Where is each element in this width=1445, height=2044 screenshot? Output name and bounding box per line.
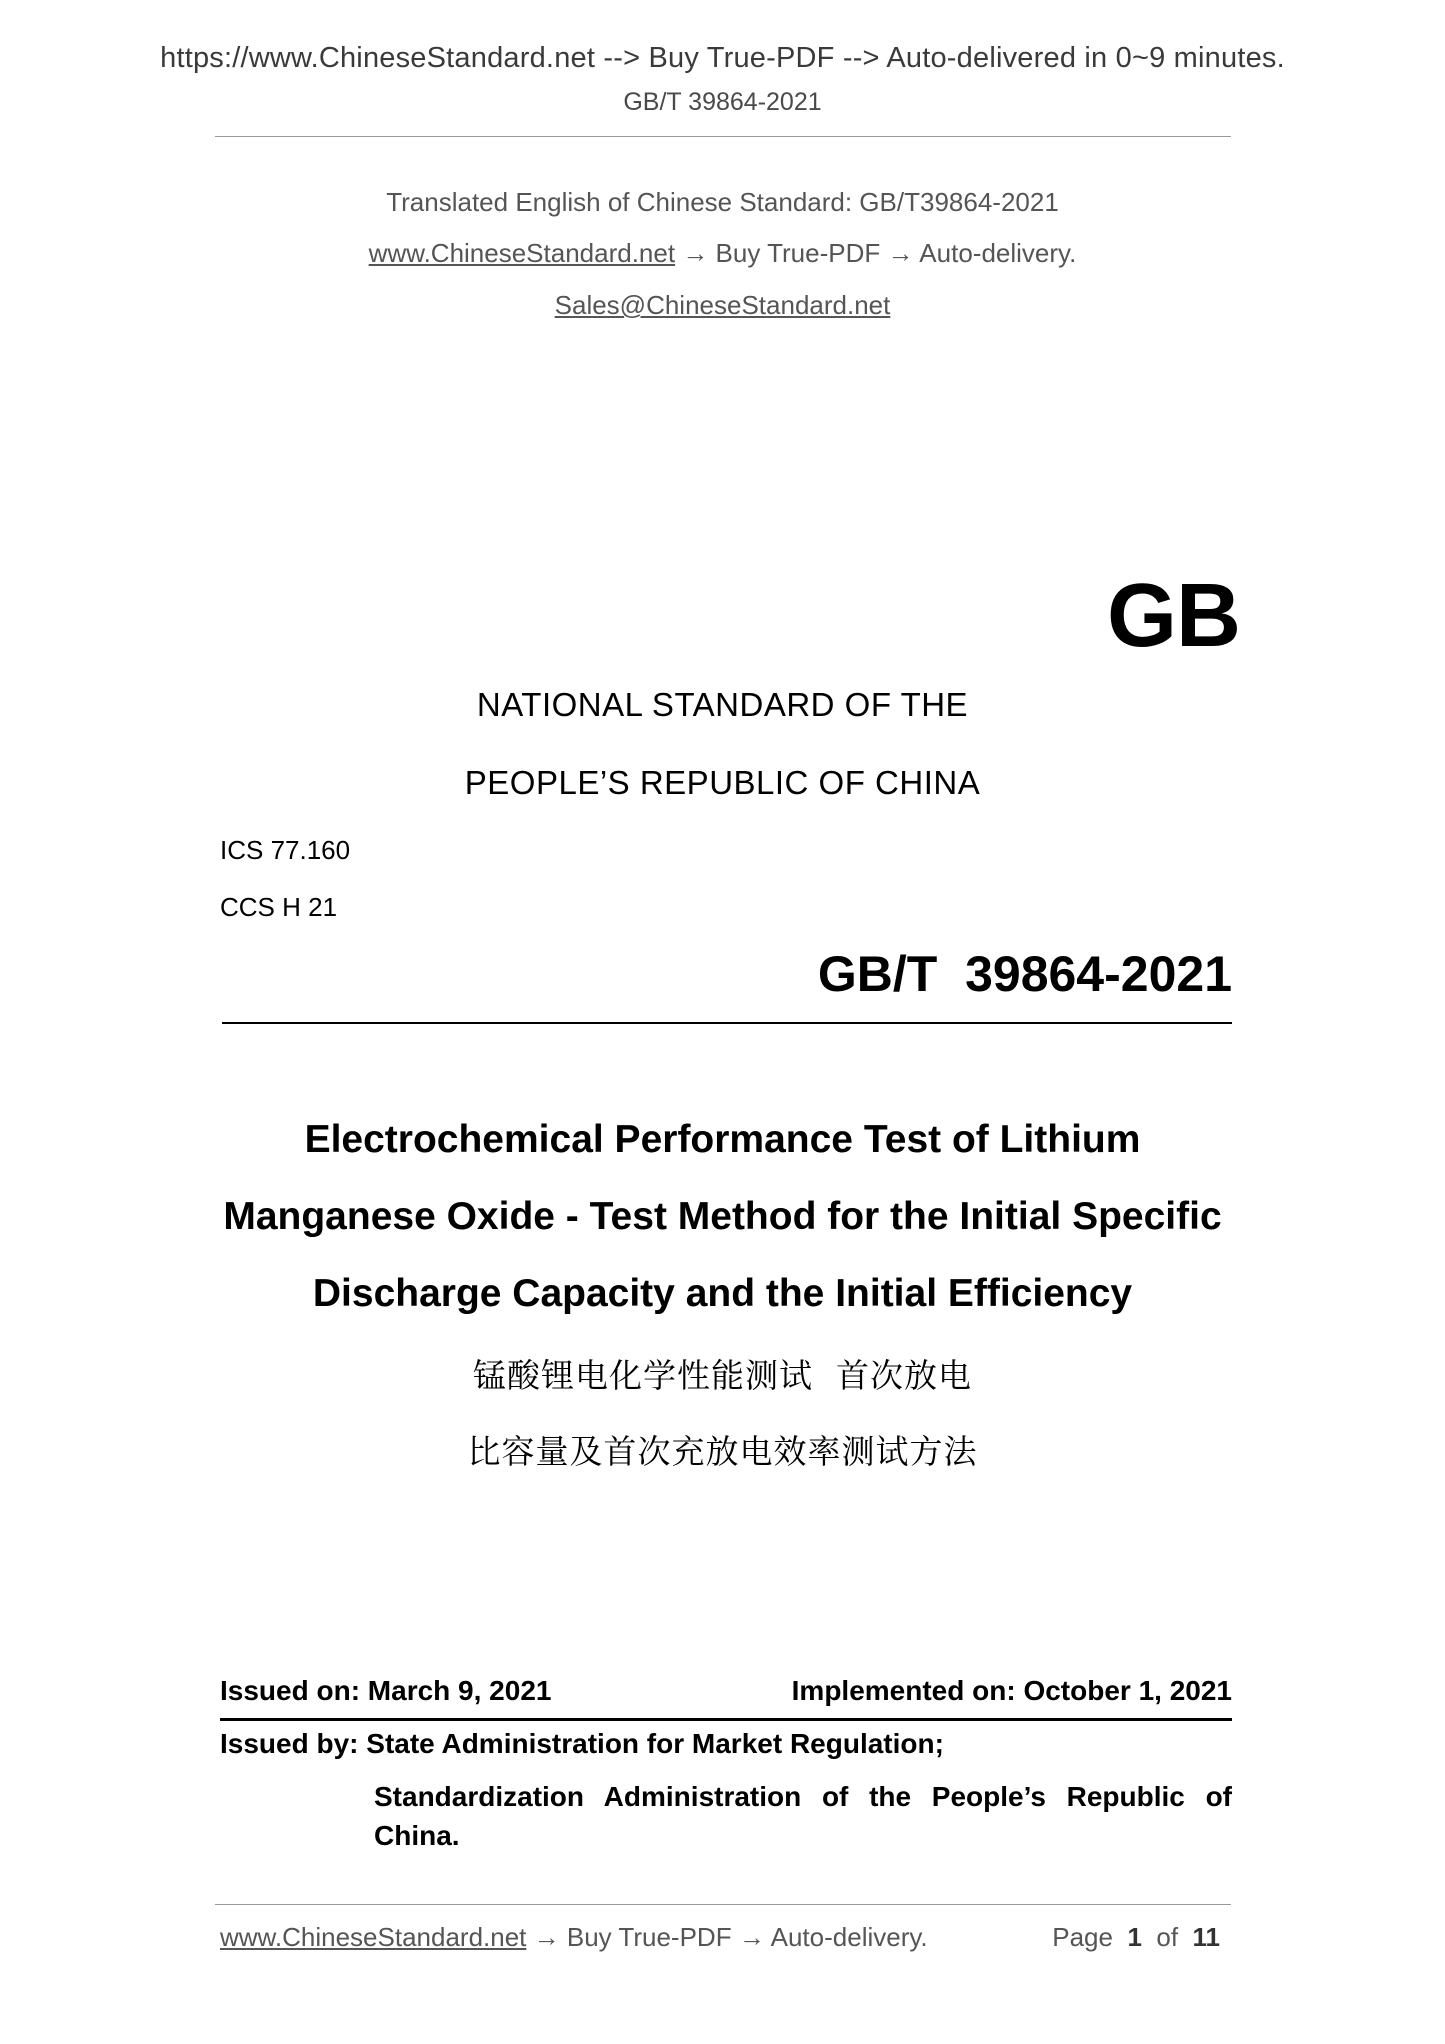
site-link[interactable]: www.ChineseStandard.net bbox=[368, 238, 676, 268]
title-en-line2: Manganese Oxide - Test Method for the Initial Specific bbox=[223, 1195, 1222, 1238]
footer-site-link[interactable]: www.ChineseStandard.net bbox=[220, 1922, 527, 1952]
standard-code-divider bbox=[222, 1022, 1232, 1024]
header-divider bbox=[215, 136, 1231, 137]
standard-code: GB/T 39864-2021 bbox=[817, 946, 1232, 1002]
page-label: Page bbox=[1052, 1922, 1113, 1952]
issued-on-date: Issued on: March 9, 2021 bbox=[220, 1675, 552, 1706]
translation-note: Translated English of Chinese Standard: GB/T39864-2021 bbox=[386, 187, 1059, 217]
footer-divider bbox=[215, 1904, 1231, 1905]
buy-true-pdf-text: Buy True-PDF bbox=[715, 238, 881, 268]
sales-email-line bbox=[0, 290, 1445, 321]
title-cn-line1: 锰酸锂电化学性能测试 首次放电 bbox=[473, 1356, 972, 1395]
arrow-right-icon: → bbox=[533, 1922, 560, 1952]
issued-by-line1: Issued by: State Administration for Market Regulation; bbox=[220, 1728, 944, 1759]
arrow-right-icon: → bbox=[738, 1922, 765, 1952]
implemented-on-date: Implemented on: October 1, 2021 bbox=[791, 1675, 1232, 1706]
sales-email-link[interactable]: Sales@ChineseStandard.net bbox=[554, 290, 891, 320]
page-total: 11 bbox=[1192, 1922, 1220, 1952]
ccs-code: CCS H 21 bbox=[220, 892, 338, 922]
header-standard-code: GB/T 39864-2021 bbox=[623, 88, 822, 116]
footer-delivery-text: Auto-delivery. bbox=[770, 1922, 928, 1952]
footer-promo bbox=[220, 1922, 928, 1953]
issuance-divider bbox=[220, 1718, 1232, 1721]
page-indicator bbox=[1000, 1922, 1220, 1953]
arrow-right-icon: → bbox=[682, 238, 709, 268]
title-cn-line2: 比容量及首次充放电效率测试方法 bbox=[467, 1432, 978, 1471]
ics-code: ICS 77.160 bbox=[220, 835, 351, 865]
issued-by-line3: China. bbox=[374, 1820, 460, 1851]
promo-line bbox=[0, 238, 1445, 269]
header-url-line: https://www.ChineseStandard.net --> Buy True-PDF --> Auto-delivered in 0~9 minutes. bbox=[160, 42, 1285, 74]
gb-mark: GB bbox=[1107, 566, 1240, 666]
auto-delivery-text: Auto-delivery. bbox=[919, 238, 1077, 268]
national-standard-line1: NATIONAL STANDARD OF THE bbox=[476, 686, 969, 723]
footer-buy-text: Buy True-PDF bbox=[566, 1922, 732, 1952]
issued-by-line2: Standardization Administration of the People’s Republic of bbox=[374, 1781, 1232, 1812]
arrow-right-icon: → bbox=[887, 238, 914, 268]
title-en-line1: Electrochemical Performance Test of Lithium bbox=[304, 1118, 1141, 1161]
page-of: of bbox=[1156, 1922, 1179, 1952]
page-current: 1 bbox=[1127, 1922, 1142, 1952]
title-en-line3: Discharge Capacity and the Initial Efficiency bbox=[312, 1272, 1133, 1315]
national-standard-line2: PEOPLE’S REPUBLIC OF CHINA bbox=[464, 764, 981, 801]
